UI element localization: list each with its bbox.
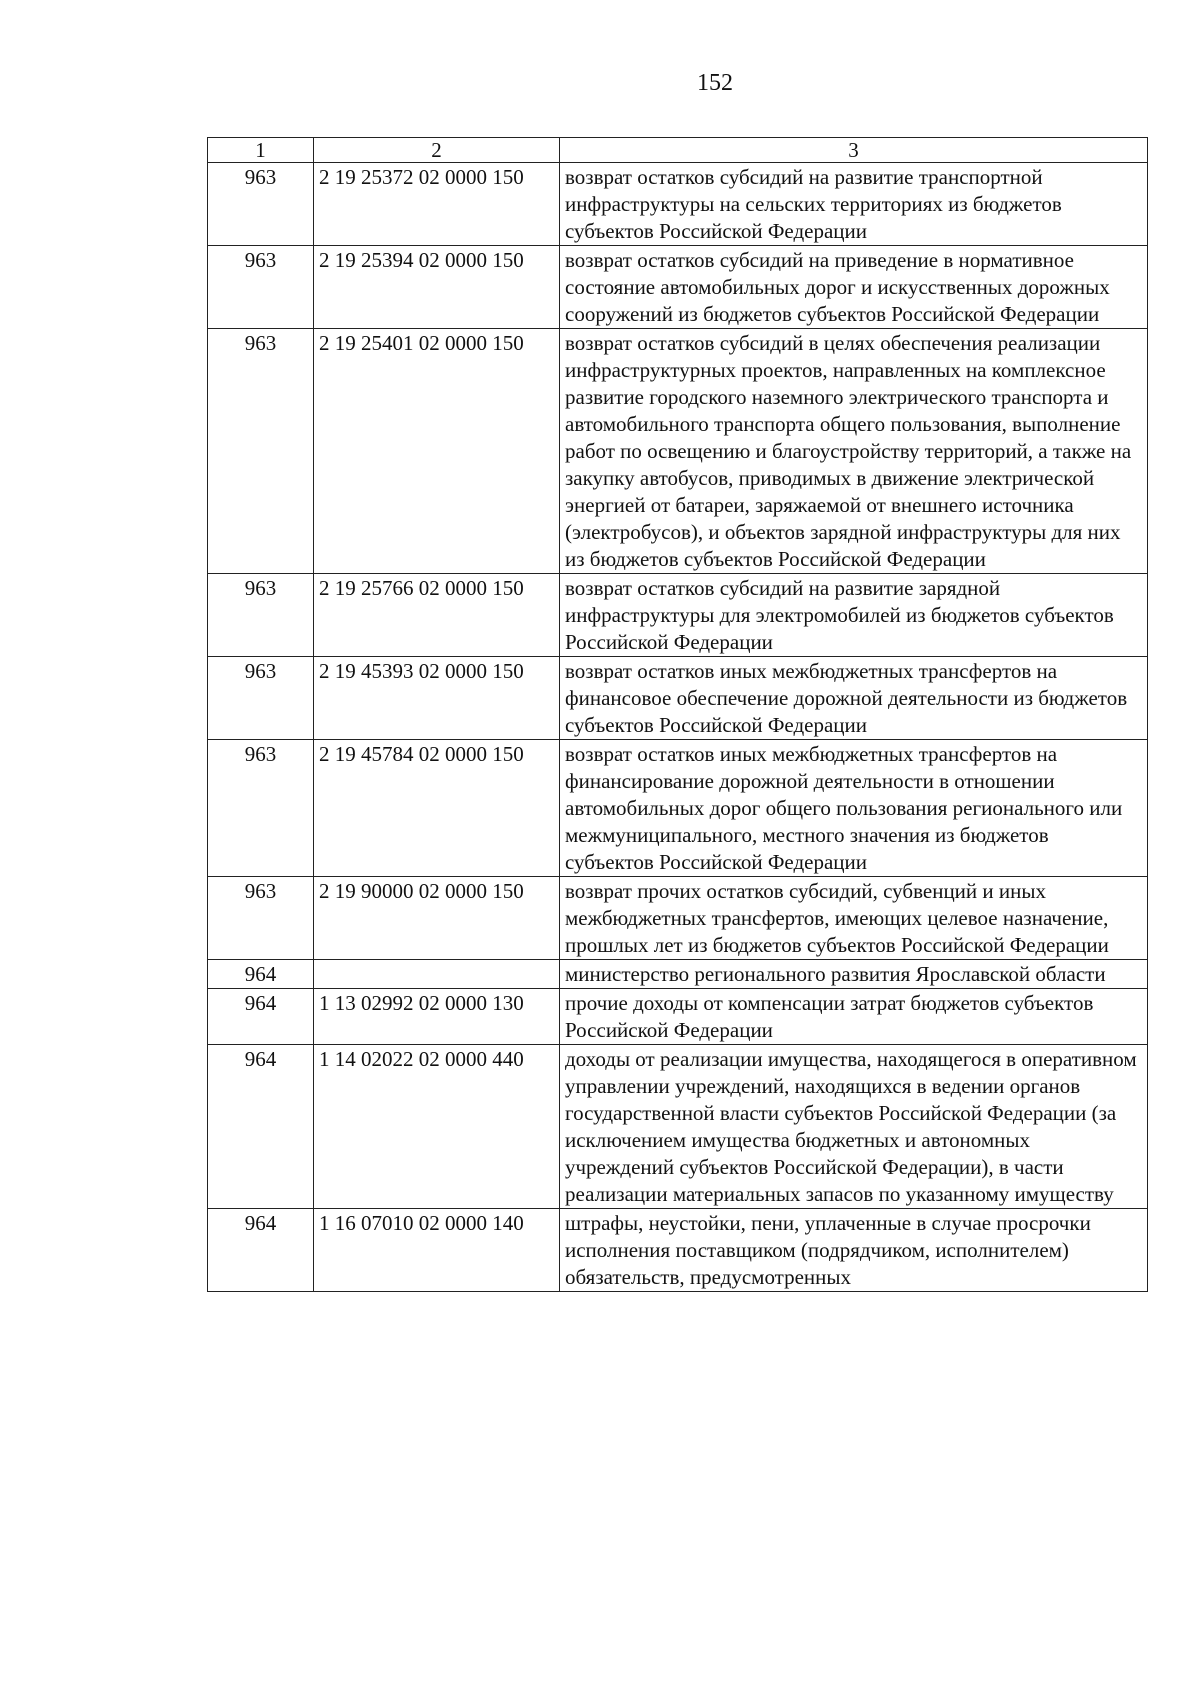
table-header-row [208, 138, 1148, 163]
admin-code-cell: 964 [208, 1209, 314, 1292]
budget-revenue-table [207, 137, 1148, 1292]
admin-code-cell: 963 [208, 574, 314, 657]
admin-code-cell: 964 [208, 960, 314, 989]
revenue-name-cell: доходы от реализации имущества, находящегося в оперативном управлении учреждений, находящихся в ведении органов государственной власти субъектов Российской Федерации (за исключением имущества бюджетных и автономных учреждений субъектов Российской Федерации), в части реализации материальных запасов по указанному имуществу [560, 1045, 1148, 1209]
revenue-code-cell: 2 19 25394 02 0000 150 [314, 246, 560, 329]
revenue-code-cell: 2 19 25766 02 0000 150 [314, 574, 560, 657]
revenue-code-cell: 2 19 90000 02 0000 150 [314, 877, 560, 960]
revenue-code-cell: 2 19 45784 02 0000 150 [314, 740, 560, 877]
revenue-name-cell: штрафы, неустойки, пени, уплаченные в случае просрочки исполнения поставщиком (подрядчиком, исполнителем) обязательств, предусмотренных [560, 1209, 1148, 1292]
admin-code-cell: 963 [208, 329, 314, 574]
revenue-code-cell: 1 13 02992 02 0000 130 [314, 989, 560, 1045]
admin-code-cell: 963 [208, 657, 314, 740]
admin-code-cell: 963 [208, 740, 314, 877]
admin-code-cell: 964 [208, 1045, 314, 1209]
revenue-name-cell: возврат остатков субсидий на приведение в нормативное состояние автомобильных дорог и искусственных дорожных сооружений из бюджетов субъектов Российской Федерации [560, 246, 1148, 329]
table-row [208, 163, 1148, 246]
table-row [208, 574, 1148, 657]
table-row [208, 740, 1148, 877]
admin-code-cell: 964 [208, 989, 314, 1045]
admin-code-cell: 963 [208, 877, 314, 960]
column-header-admin: 1 [208, 138, 314, 163]
revenue-code-cell [314, 960, 560, 989]
table-row [208, 329, 1148, 574]
table-row [208, 1209, 1148, 1292]
table-row [208, 657, 1148, 740]
revenue-code-cell: 2 19 45393 02 0000 150 [314, 657, 560, 740]
table-row [208, 877, 1148, 960]
revenue-name-cell: возврат остатков субсидий в целях обеспечения реализации инфраструктурных проектов, направленных на комплексное развитие городского наземного электрического транспорта и автомобильного транспорта общего пользования, выполнение работ по освещению и благоустройству территорий, а также на закупку автобусов, приводимых в движение электрической энергией от батареи, заряжаемой от внешнего источника (электробусов), и объектов зарядной инфраструктуры для них из бюджетов субъектов Российской Федерации [560, 329, 1148, 574]
table-row [208, 989, 1148, 1045]
revenue-name-cell: возврат прочих остатков субсидий, субвенций и иных межбюджетных трансфертов, имеющих целевое назначение, прошлых лет из бюджетов субъектов Российской Федерации [560, 877, 1148, 960]
revenue-code-cell: 1 14 02022 02 0000 440 [314, 1045, 560, 1209]
revenue-code-cell: 2 19 25372 02 0000 150 [314, 163, 560, 246]
column-header-code: 2 [314, 138, 560, 163]
revenue-name-cell: возврат остатков субсидий на развитие транспортной инфраструктуры на сельских территориях из бюджетов субъектов Российской Федерации [560, 163, 1148, 246]
page-number: 152 [697, 70, 733, 96]
revenue-code-cell: 1 16 07010 02 0000 140 [314, 1209, 560, 1292]
table-row [208, 246, 1148, 329]
table-row [208, 960, 1148, 989]
admin-code-cell: 963 [208, 246, 314, 329]
revenue-name-cell: возврат остатков субсидий на развитие зарядной инфраструктуры для электромобилей из бюджетов субъектов Российской Федерации [560, 574, 1148, 657]
revenue-name-cell: министерство регионального развития Ярославской области [560, 960, 1148, 989]
revenue-name-cell: прочие доходы от компенсации затрат бюджетов субъектов Российской Федерации [560, 989, 1148, 1045]
revenue-code-cell: 2 19 25401 02 0000 150 [314, 329, 560, 574]
revenue-name-cell: возврат остатков иных межбюджетных трансфертов на финансирование дорожной деятельности в отношении автомобильных дорог общего пользования регионального или межмуниципального, местного значения из бюджетов субъектов Российской Федерации [560, 740, 1148, 877]
table-row [208, 1045, 1148, 1209]
column-header-name: 3 [560, 138, 1148, 163]
admin-code-cell: 963 [208, 163, 314, 246]
revenue-name-cell: возврат остатков иных межбюджетных трансфертов на финансовое обеспечение дорожной деятельности из бюджетов субъектов Российской Федерации [560, 657, 1148, 740]
